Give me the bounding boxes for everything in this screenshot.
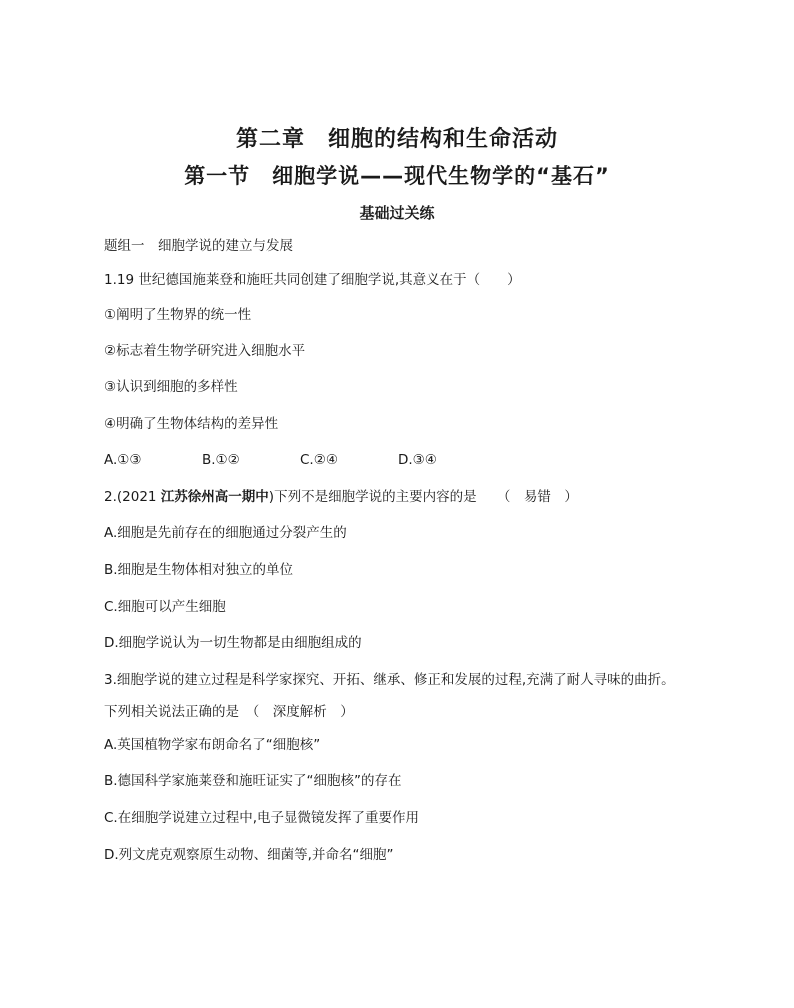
group-heading: 题组一 细胞学说的建立与发展 [104, 238, 293, 254]
question-1-item-4: ④明确了生物体结构的差异性 [104, 416, 279, 432]
question-1-option-a: A.①③ [104, 452, 142, 468]
section-title: 第一节 细胞学说——现代生物学的“基石” [184, 164, 610, 188]
question-2-stem [104, 487, 578, 507]
question-2-source: 江苏徐州高一期中 [160, 489, 269, 505]
question-3-stem-line-1: 3.细胞学说的建立过程是科学家探究、开拓、继承、修正和发展的过程,充满了耐人寻味的曲折。 [104, 672, 675, 688]
question-2-stem-text: )下列不是细胞学说的主要内容的是 （ 易错 ） [268, 489, 578, 505]
chapter-title: 第二章 细胞的结构和生命活动 [235, 127, 558, 152]
question-2-option-c: C.细胞可以产生细胞 [104, 599, 226, 615]
question-2-option-d: D.细胞学说认为一切生物都是由细胞组成的 [104, 635, 362, 651]
exercise-title: 基础过关练 [359, 204, 435, 222]
question-3-option-d: D.列文虎克观察原生动物、细菌等,并命名“细胞” [104, 847, 394, 863]
question-2-option-a: A.细胞是先前存在的细胞通过分裂产生的 [104, 525, 347, 541]
question-2-option-b: B.细胞是生物体相对独立的单位 [104, 562, 294, 578]
question-2-stem-prefix: 2.(2021 [104, 489, 161, 505]
question-3-option-b: B.德国科学家施莱登和施旺证实了“细胞核”的存在 [104, 773, 402, 789]
question-1-option-d: D.③④ [398, 452, 437, 468]
question-3-option-c: C.在细胞学说建立过程中,电子显微镜发挥了重要作用 [104, 810, 420, 826]
question-1-item-1: ①阐明了生物界的统一性 [104, 307, 252, 323]
question-1-option-b: B.①② [202, 452, 240, 468]
question-1-item-3: ③认识到细胞的多样性 [104, 379, 238, 395]
question-3-option-a: A.英国植物学家布朗命名了“细胞核” [104, 737, 321, 753]
question-1-item-2: ②标志着生物学研究进入细胞水平 [104, 343, 306, 359]
question-1-stem: 1.19 世纪德国施莱登和施旺共同创建了细胞学说,其意义在于（ ） [104, 272, 521, 288]
question-1-option-c: C.②④ [300, 452, 338, 468]
question-3-stem-line-2: 下列相关说法正确的是 （ 深度解析 ） [104, 704, 354, 720]
